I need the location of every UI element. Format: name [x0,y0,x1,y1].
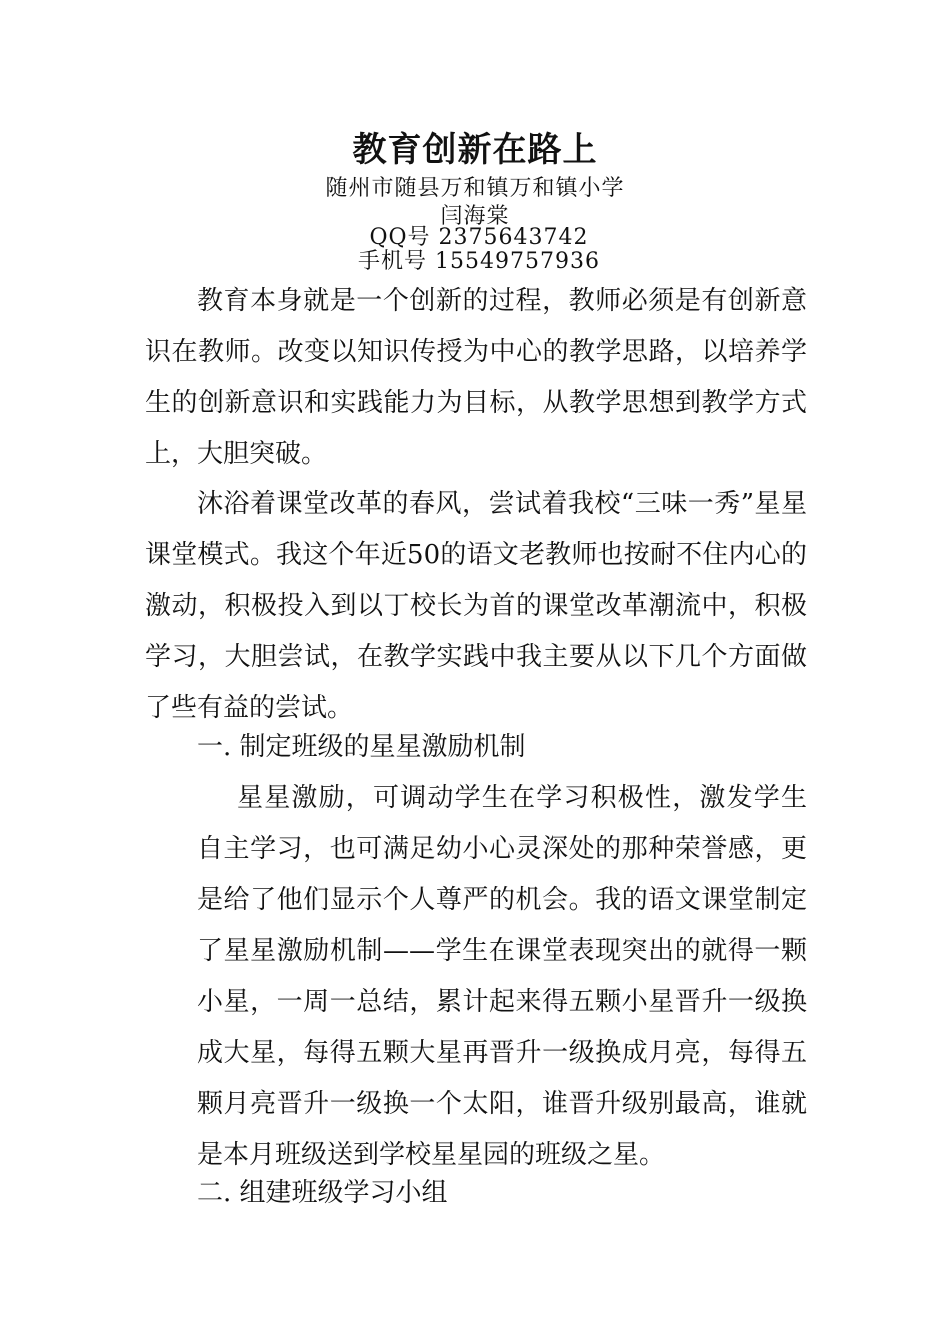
paragraph-reform: 沐浴着课堂改革的春风，尝试着我校“三味一秀”星星课堂模式。我这个年近50的语文老教师也按耐不住内心的激动，积极投入到以丁校长为首的课堂改革潮流中，积极学习，大胆尝试，在教学实践中我主要从以下几个方面做了些有益的尝试。 [145,489,807,723]
author-name: 闫海棠 [440,204,510,229]
section-1-text: 星星激励，可调动学生在学习积极性，激发学生自主学习，也可满足幼小心灵深处的那种荣誉感，更是给了他们显示个人尊严的机会。我的语文课堂制定了星星激励机制——学生在课堂表现突出的就得一颗小星，一周一总结，累计起来得五颗小星晋升一级换成大星，每得五颗大星再晋升一级换成月亮，每得五颗月亮晋升一级换一个太阳，谁晋升级别最高，谁就是本月班级送到学校星星园的班级之星。 [197,783,807,1170]
document-title: 教育创新在路上 [352,130,598,170]
qq-number: QQ号 2375643742 [369,225,589,250]
section-heading-2: 二. 组建班级学习小组 [197,1178,448,1208]
section-heading-1: 一. 制定班级的星星激励机制 [197,732,526,762]
paragraph-intro: 教育本身就是一个创新的过程，教师必须是有创新意识在教师。改变以知识传授为中心的教学思路，以培养学生的创新意识和实践能力为目标，从教学思想到教学方式上，大胆突破。 [145,286,807,469]
school-name: 随州市随县万和镇万和镇小学 [325,176,625,201]
phone-number: 手机号 15549757936 [358,249,600,274]
